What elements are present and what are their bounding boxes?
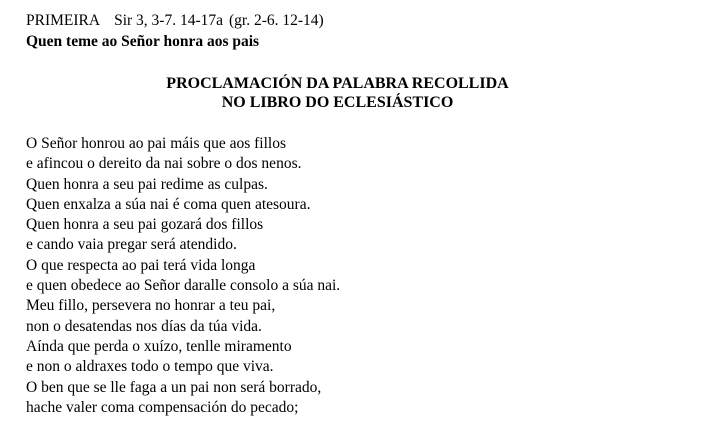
reading-citation: Sir 3, 3-7. 14-17a [114, 12, 223, 29]
verse-line: Quen honra a seu pai gozará dos fillos [26, 216, 264, 234]
verse-line: non o desatendas nos días da túa vida. [26, 317, 262, 335]
title-line-1: PROCLAMACIÓN DA PALABRA RECOLLIDA [166, 75, 509, 92]
greek-reference: (gr. 2-6. 12-14) [229, 12, 324, 29]
verse-line: O que respecta ao pai terá vida longa [26, 256, 256, 274]
verse-line: e afincou o dereito da nai sobre o dos nenos. [26, 155, 302, 173]
verse-line: hache valer coma compensación do pecado; [26, 398, 299, 416]
verse-line: e quen obedece ao Señor daralle consolo a súa nai. [26, 277, 341, 295]
verse-list [26, 134, 340, 418]
verse-line: Meu fillo, persevera no honrar a teu pai, [26, 297, 276, 315]
verse-line: O Señor honrou ao pai máis que aos fillos [26, 135, 287, 152]
verse-line: e non o aldraxes todo o tempo que viva. [26, 358, 274, 376]
title-line-2: NO LIBRO DO ECLESIÁSTICO [221, 94, 454, 111]
verse-line: Quen honra a seu pai redime as culpas. [26, 175, 268, 193]
reading-subtitle: Quen teme ao Señor honra aos pais [26, 33, 260, 50]
verse-line: Aínda que perda o xuízo, tenlle miramento [26, 337, 292, 355]
verse-line: O ben que se lle faga a un pai non será borrado, [26, 378, 322, 396]
reading-label: PRIMEIRA [26, 12, 101, 29]
verse-line: e cando vaia pregar será atendido. [26, 236, 237, 254]
reading-header [26, 11, 324, 31]
verse-line: Quen enxalza a súa nai é coma quen atesoura. [26, 195, 311, 213]
